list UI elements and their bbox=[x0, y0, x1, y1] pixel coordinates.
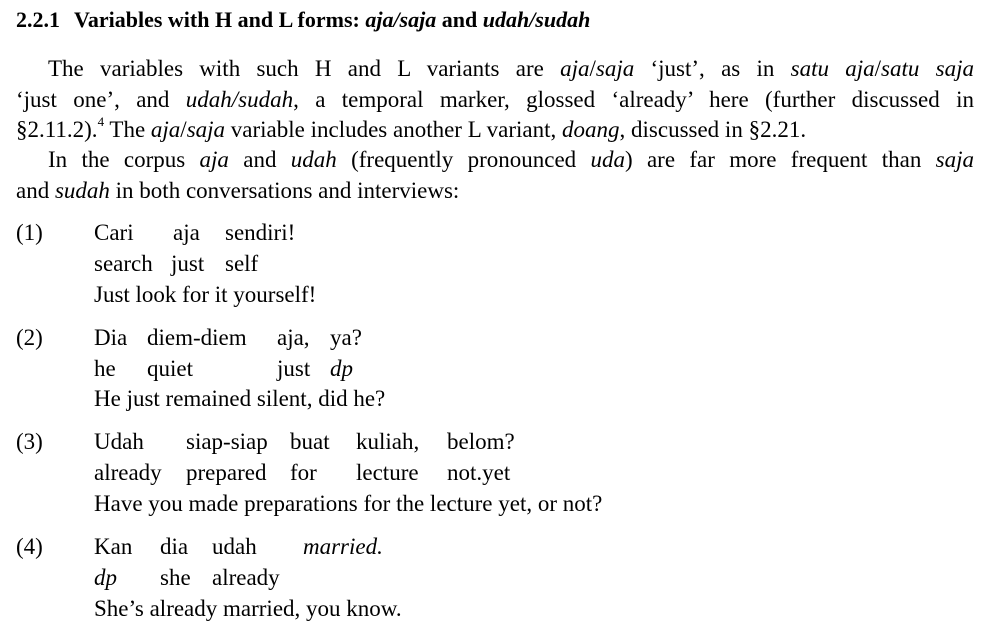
text-run: , a temporal marker, glossed ‘already’ here (further discussed in bbox=[293, 86, 974, 112]
text-run: In the corpus bbox=[48, 147, 200, 172]
section-title-term: aja/saja bbox=[365, 7, 437, 32]
italic-term: satu aja bbox=[790, 56, 875, 81]
word: married. bbox=[303, 534, 383, 559]
example-translation: She’s already married, you know. bbox=[94, 596, 402, 621]
word: buat bbox=[290, 429, 330, 454]
example-number: (3) bbox=[16, 429, 43, 454]
example-translation: Have you made preparations for the lecture yet, or not? bbox=[94, 491, 603, 516]
section-title-part: Variables with H and L forms: bbox=[74, 7, 366, 32]
word: ya? bbox=[330, 325, 362, 350]
gloss-word: prepared bbox=[186, 460, 267, 485]
text-run: ‘just’, as in bbox=[634, 56, 791, 81]
italic-term: saja bbox=[935, 147, 974, 172]
text-run: (frequently pronounced bbox=[336, 147, 591, 172]
text-run: and bbox=[228, 147, 291, 172]
paragraph-line bbox=[16, 85, 974, 116]
example-number: (4) bbox=[16, 534, 43, 559]
word: siap-siap bbox=[186, 429, 268, 454]
italic-term: saja bbox=[186, 117, 226, 142]
text-run: / bbox=[589, 56, 596, 81]
word: sendiri! bbox=[225, 220, 296, 245]
word: diem-diem bbox=[147, 325, 247, 350]
italic-term: satu saja bbox=[881, 56, 974, 81]
text-run: and bbox=[16, 177, 55, 203]
text-run: in both conversations and interviews: bbox=[109, 177, 460, 203]
paragraph-line bbox=[16, 54, 974, 85]
text-run: , discussed in §2.21. bbox=[619, 117, 807, 142]
italic-term: udah bbox=[290, 147, 337, 172]
italic-term: uda bbox=[590, 147, 625, 172]
gloss-word: just bbox=[171, 251, 205, 276]
word: Cari bbox=[94, 220, 134, 245]
text-run: ) are far more frequent than bbox=[625, 147, 936, 172]
word: Kan bbox=[94, 534, 133, 559]
word: aja bbox=[173, 220, 200, 245]
paragraph-line bbox=[16, 115, 974, 146]
word: udah bbox=[212, 534, 257, 559]
italic-term: sudah bbox=[54, 177, 110, 203]
text-run: variable includes another L variant, bbox=[225, 117, 563, 142]
example-translation: Just look for it yourself! bbox=[94, 282, 317, 307]
word: aja, bbox=[277, 325, 310, 350]
gloss-word: quiet bbox=[147, 356, 193, 381]
gloss-word: she bbox=[160, 565, 191, 590]
italic-term: doang bbox=[562, 117, 620, 142]
example-translation: He just remained silent, did he? bbox=[94, 386, 386, 411]
gloss-word: for bbox=[290, 460, 317, 485]
word: Dia bbox=[94, 325, 128, 350]
paragraph-2 bbox=[16, 145, 974, 206]
paragraph-1 bbox=[16, 54, 974, 146]
gloss-word: already bbox=[212, 565, 280, 590]
example-number: (2) bbox=[16, 325, 43, 350]
text-run: / bbox=[180, 117, 187, 142]
gloss-word: he bbox=[94, 356, 116, 381]
section-title-term: udah/sudah bbox=[482, 7, 591, 32]
word: Udah bbox=[94, 429, 144, 454]
gloss-word: not.yet bbox=[447, 460, 511, 485]
italic-term: aja bbox=[560, 56, 590, 81]
italic-term: aja bbox=[199, 147, 229, 172]
gloss-word: search bbox=[94, 251, 153, 276]
text-run: The variables with such H and L variants are bbox=[48, 56, 561, 81]
section-number: 2.2.1 bbox=[16, 7, 60, 32]
section-heading bbox=[16, 7, 590, 33]
gloss-word: dp bbox=[94, 565, 117, 590]
example-number: (1) bbox=[16, 220, 43, 245]
italic-term: aja bbox=[150, 117, 181, 142]
text-run: The bbox=[104, 117, 151, 142]
text-run: §2.11.2). bbox=[16, 117, 98, 142]
section-title-part: and bbox=[436, 7, 483, 32]
paragraph-line bbox=[16, 145, 974, 176]
word: dia bbox=[160, 534, 189, 559]
italic-term: saja bbox=[595, 56, 635, 81]
word: kuliah, bbox=[356, 429, 420, 454]
gloss-word: already bbox=[94, 460, 162, 485]
italic-term: udah/sudah bbox=[185, 86, 294, 112]
gloss-word: lecture bbox=[356, 460, 419, 485]
gloss-word: dp bbox=[330, 356, 353, 381]
gloss-word: just bbox=[277, 356, 311, 381]
text-run: ‘just one’, and bbox=[16, 86, 186, 112]
gloss-word: self bbox=[225, 251, 259, 276]
text-run: / bbox=[874, 56, 882, 81]
word: belom? bbox=[447, 429, 515, 454]
footnote-marker: 4 bbox=[97, 114, 105, 130]
paragraph-line bbox=[16, 176, 974, 207]
